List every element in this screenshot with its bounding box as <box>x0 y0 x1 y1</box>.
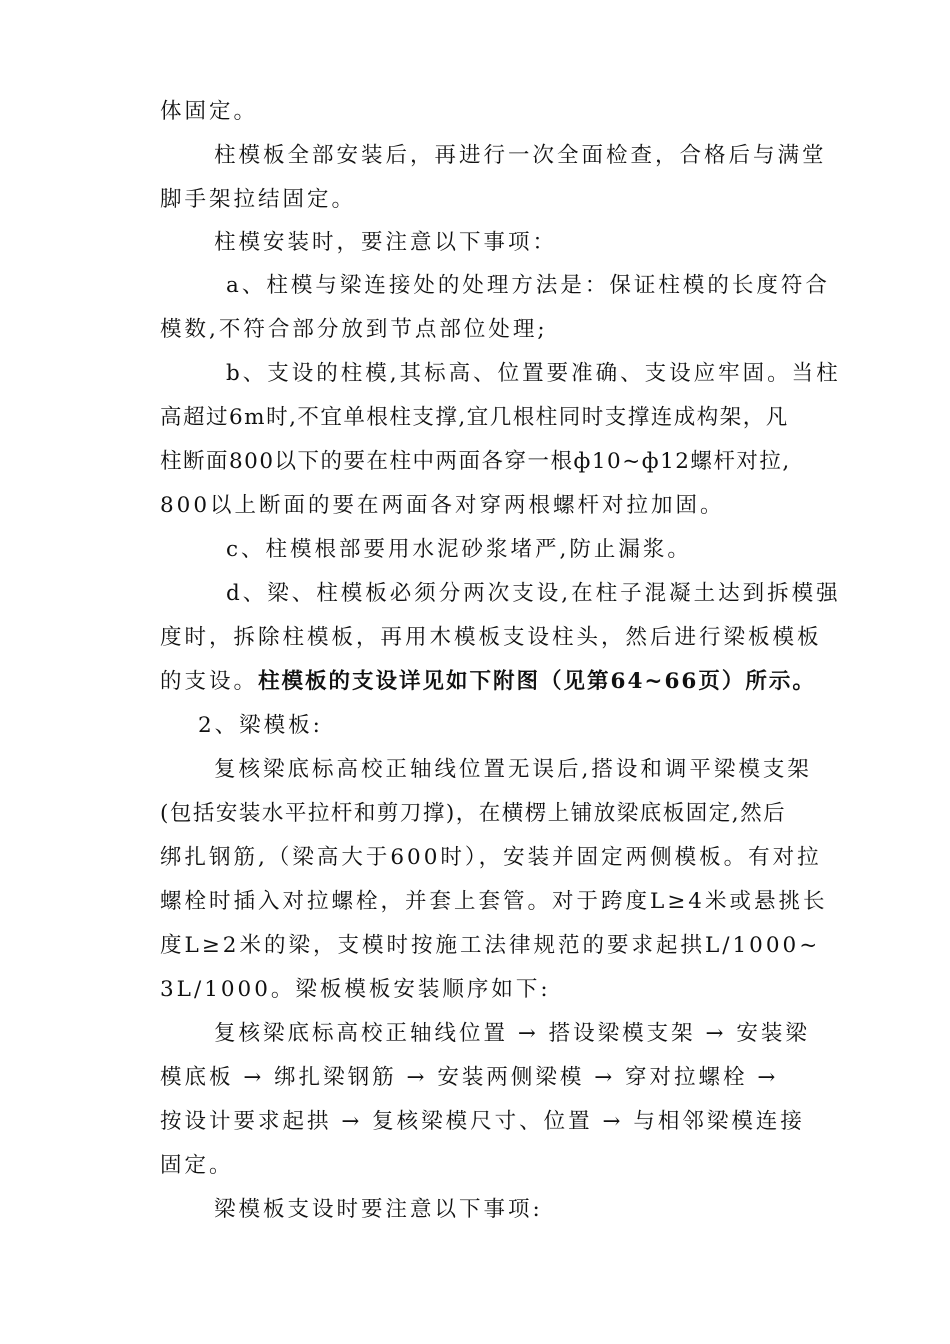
text-line-9: 柱断面800以下的要在柱中两面各穿一根ф10~ф12螺杆对拉, <box>160 449 791 474</box>
text-line-12: d、梁、柱模板必须分两次支设,在柱子混凝土达到拆模强 <box>226 581 841 606</box>
text-line-8: 高超过6m时,不宜单根柱支撑,宜几根柱同时支撑连成构架，凡 <box>160 405 789 430</box>
text-line-6: 模数,不符合部分放到节点部位处理; <box>160 317 548 342</box>
procedure-line-1: 复核梁底标高校正轴线位置 → 搭设梁模支架 → 安装梁 <box>214 1021 810 1046</box>
text-line-1: 体固定。 <box>160 99 259 124</box>
text-line-4: 柱模安装时，要注意以下事项： <box>214 230 558 255</box>
text-line-14 <box>160 662 865 702</box>
text-line-11: c、柱模根部要用水泥砂浆堵严,防止漏浆。 <box>226 537 692 562</box>
text-line-18: 绑扎钢筋,（梁高大于600时），安装并固定两侧模板。有对拉 <box>160 845 822 870</box>
text-line-2: 柱模板全部安装后，再进行一次全面检查，合格后与满堂 <box>214 143 827 168</box>
procedure-line-2: 模底板 → 绑扎梁钢筋 → 安装两侧梁模 → 穿对拉螺栓 → <box>160 1065 779 1090</box>
text-line-26: 梁模板支设时要注意以下事项: <box>214 1197 543 1222</box>
text-line-21: 3L/1000。梁板模板安装顺序如下: <box>160 977 551 1002</box>
text-line-5: a、柱模与梁连接处的处理方法是：保证柱模的长度符合 <box>226 273 830 298</box>
text-line-3: 脚手架拉结固定。 <box>160 187 357 212</box>
text-line-14-plain: 的支设。 <box>160 669 259 694</box>
text-line-7: b、支设的柱模,其标高、位置要准确、支设应牢固。当柱 <box>226 361 841 386</box>
section-heading-beam-formwork: 2、梁模板: <box>198 713 323 738</box>
text-line-16: 复核梁底标高校正轴线位置无误后,搭设和调平梁模支架 <box>214 757 812 782</box>
procedure-line-3: 按设计要求起拱 → 复核梁模尺寸、位置 → 与相邻梁模连接 <box>160 1109 805 1134</box>
text-line-17: (包括安装水平拉杆和剪刀撑)，在横楞上铺放梁底板固定,然后 <box>160 801 787 826</box>
procedure-line-4: 固定。 <box>160 1153 234 1178</box>
text-line-19: 螺栓时插入对拉螺栓，并套上套管。对于跨度L≥4米或悬挑长 <box>160 889 828 914</box>
text-line-20: 度L≥2米的梁，支模时按施工法律规范的要求起拱L/1000~ <box>160 933 821 958</box>
text-line-10: 800以上断面的要在两面各对穿两根螺杆对拉加固。 <box>160 493 725 518</box>
text-line-13: 度时，拆除柱模板，再用木模板支设柱头，然后进行梁板模板 <box>160 625 822 650</box>
figure-reference: 柱模板的支设详见如下附图（见第64~66页）所示。 <box>258 669 816 694</box>
